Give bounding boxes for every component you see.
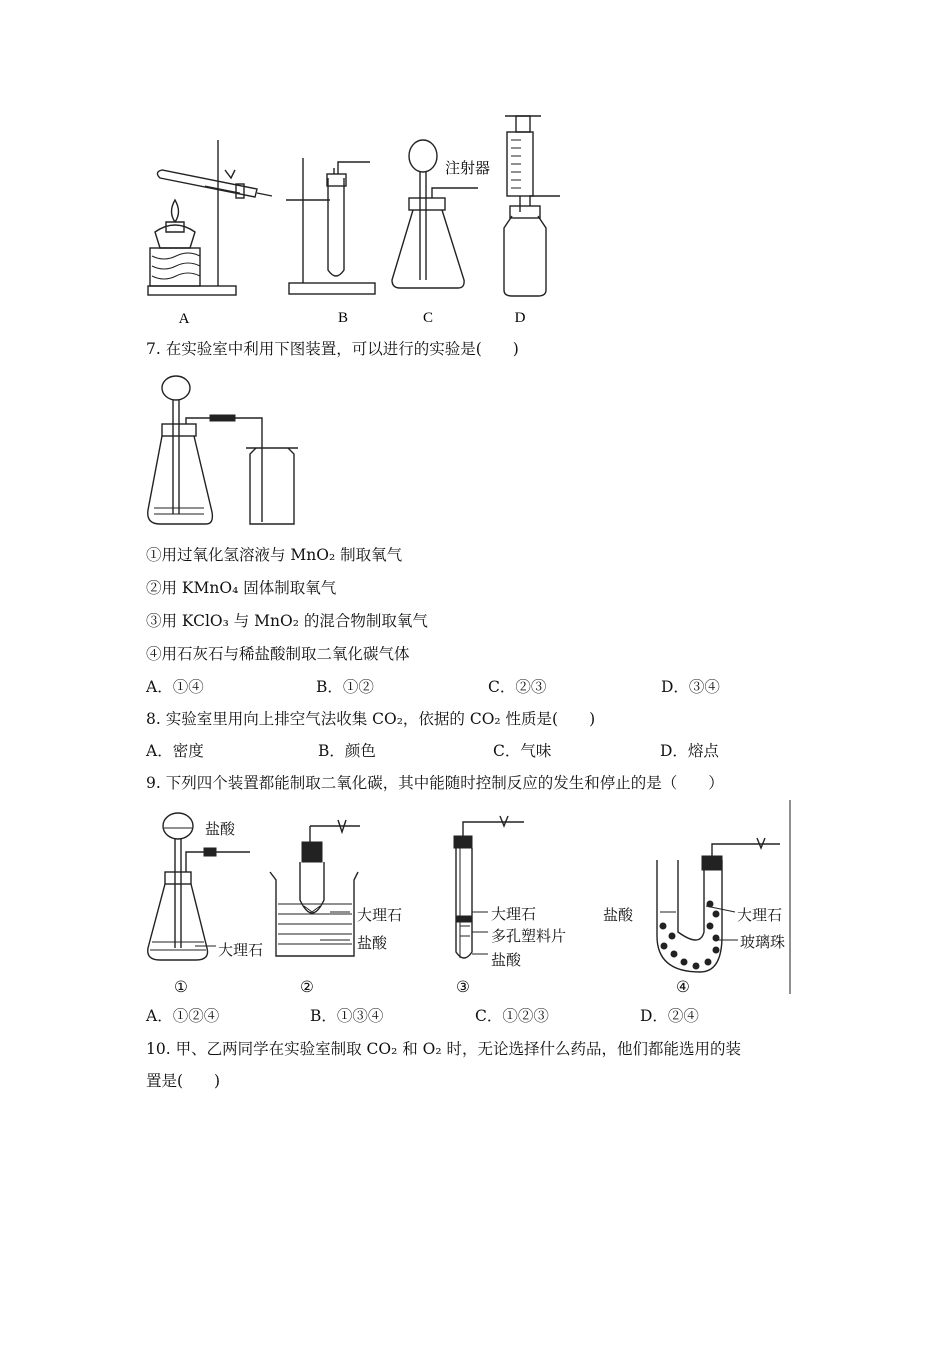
q8-option-d[interactable]: D．熔点 (660, 742, 719, 760)
q8-option-c[interactable]: C．气味 (493, 742, 552, 760)
label-b: B (337, 310, 349, 326)
q9-option-a[interactable]: A．①②④ (146, 1007, 220, 1025)
apparatus-figure-abcd (0, 0, 950, 330)
device-2-hcl-label: 盐酸 (357, 934, 388, 952)
q7-option-c[interactable]: C．②③ (488, 678, 547, 696)
apparatus-b (286, 158, 375, 326)
device-4-marble-label: 大理石 (737, 906, 783, 924)
syringe-label: 注射器 (445, 159, 491, 177)
q8-option-b[interactable]: B．颜色 (318, 742, 376, 760)
apparatus-a (148, 140, 272, 327)
device-1-number: ① (174, 978, 188, 996)
q7-item-2: ②用 KMnO₄ 固体制取氧气 (146, 579, 337, 597)
device-3-hcl-label: 盐酸 (491, 951, 522, 969)
q7-option-b[interactable]: B．①② (316, 678, 374, 696)
device-2-marble-label: 大理石 (357, 906, 403, 924)
q9-stem: 9. 下列四个装置都能制取二氧化碳，其中能随时控制反应的发生和停止的是（ ） (146, 774, 724, 792)
device-1-marble-label: 大理石 (218, 941, 264, 959)
q7-item-1: ①用过氧化氢溶液与 MnO₂ 制取氧气 (146, 546, 403, 564)
q10-stem-line-2: 置是( ) (146, 1072, 221, 1090)
q7-stem: 7. 在实验室中利用下图装置，可以进行的实验是( ) (146, 340, 519, 358)
device-3-number: ③ (456, 978, 470, 996)
device-1-hcl-label: 盐酸 (205, 820, 236, 838)
device-2-number: ② (300, 978, 314, 996)
device-4-glass-beads-label: 玻璃珠 (740, 933, 786, 951)
q10-stem-line-1: 10. 甲、乙两同学在实验室制取 CO₂ 和 O₂ 时，无论选择什么药品，他们都能选用的装 (146, 1040, 741, 1058)
q9-option-b[interactable]: B．①③④ (310, 1007, 384, 1025)
device-4-hcl-label: 盐酸 (603, 906, 634, 924)
device-4-number: ④ (676, 978, 690, 996)
q8-stem: 8. 实验室里用向上排空气法收集 CO₂，依据的 CO₂ 性质是( ) (146, 710, 596, 728)
device-3-marble-label: 大理石 (491, 905, 537, 923)
label-d: D (514, 310, 526, 326)
label-a: A (178, 311, 190, 327)
device-2 (270, 820, 360, 956)
q7-option-d[interactable]: D．③④ (661, 678, 720, 696)
q7-item-3: ③用 KClO₃ 与 MnO₂ 的混合物制取氧气 (146, 612, 428, 630)
apparatus-d (504, 116, 560, 326)
q9-apparatus-figure (0, 800, 950, 1000)
device-4 (657, 800, 790, 994)
q9-option-c[interactable]: C．①②③ (475, 1007, 549, 1025)
q9-option-d[interactable]: D．②④ (640, 1007, 699, 1025)
label-c: C (422, 310, 434, 326)
q7-apparatus-figure (0, 360, 950, 530)
device-3-porous-plate-label: 多孔塑料片 (491, 927, 567, 945)
q8-option-a[interactable]: A．密度 (146, 742, 204, 760)
q7-item-4: ④用石灰石与稀盐酸制取二氧化碳气体 (146, 645, 410, 663)
q7-option-a[interactable]: A．①④ (146, 678, 204, 696)
